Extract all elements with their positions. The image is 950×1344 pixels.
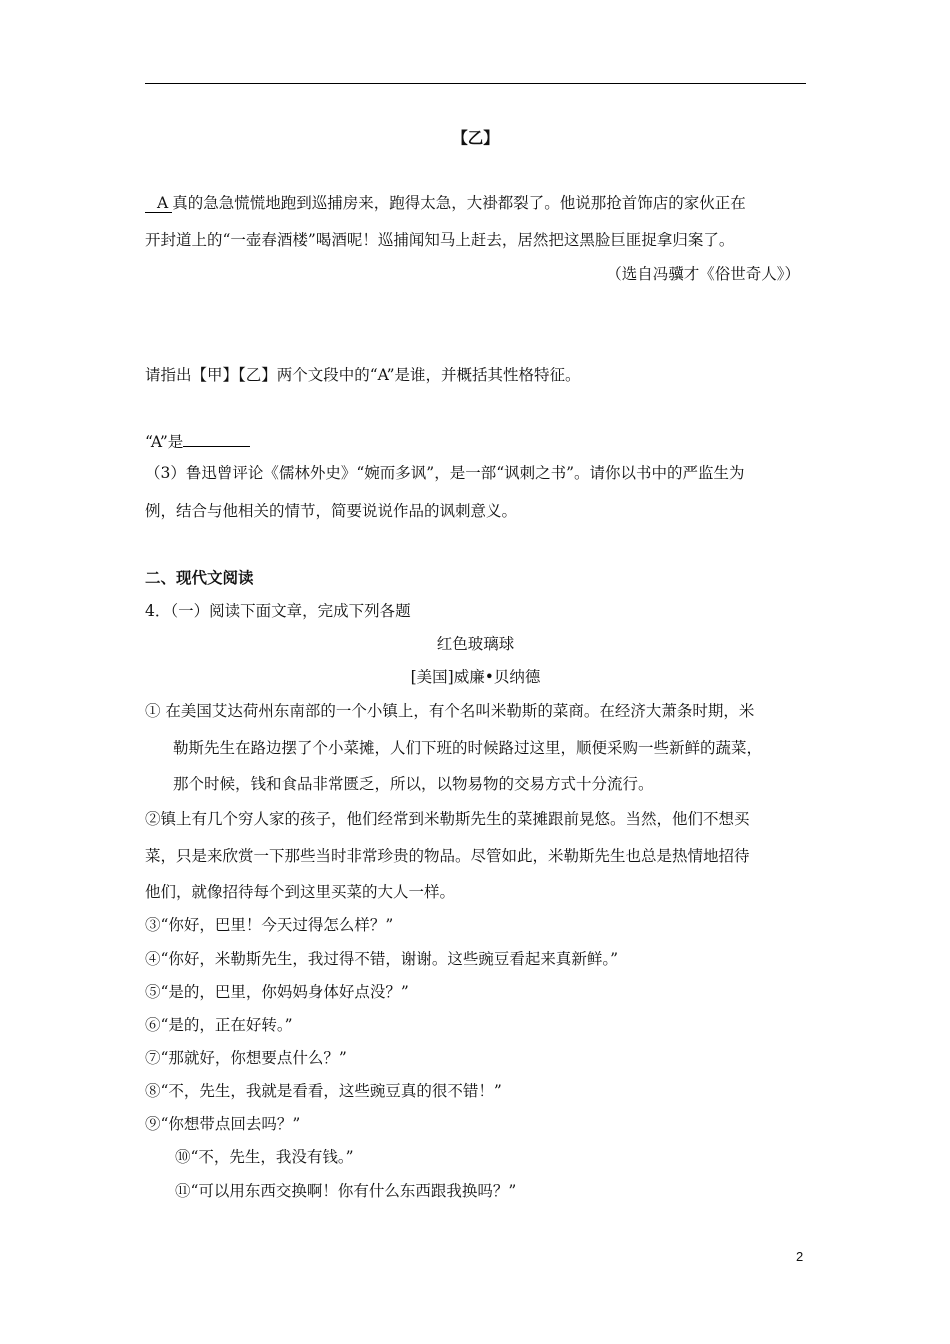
- paragraph-line: ⑥“是的，正在好转。”: [145, 1016, 293, 1034]
- header-rule: [145, 83, 806, 84]
- paragraph-line: 他们，就像招待每个到这里买菜的大人一样。: [145, 883, 456, 901]
- paragraph-line: 菜，只是来欣赏一下那些当时非常珍贵的物品。尽管如此，米勒斯先生也总是热情地招待: [145, 847, 750, 865]
- passage-yi-text-1: 真的急急慌慌地跑到巡捕房来，跑得太急，大褂都裂了。他说那抢首饰店的家伙正在: [172, 194, 746, 212]
- paragraph-line: ⑤“是的，巴里，你妈妈身体好点没？”: [145, 983, 409, 1001]
- paragraph-line: ① 在美国艾达荷州东南部的一个小镇上，有个名叫米勒斯的菜商。在经济大萧条时期，米: [145, 702, 755, 720]
- passage-yi-line-1: [145, 193, 746, 213]
- paragraph-line: ⑩“不，先生，我没有钱。”: [175, 1148, 354, 1166]
- paragraph-line: ⑪“可以用东西交换啊！你有什么东西跟我换吗？”: [175, 1182, 517, 1200]
- paragraph-line: ④“你好，米勒斯先生，我过得不错，谢谢。这些豌豆看起来真新鲜。”: [145, 950, 619, 968]
- page-number: 2: [796, 1249, 804, 1264]
- passage-yi-line-2: 开封道上的“一壶春酒楼”喝酒呢！巡捕闻知马上赶去，居然把这黑脸巨匪捉拿归案了。: [145, 231, 735, 249]
- passage-yi-source: （选自冯骥才《俗世奇人》）: [606, 265, 800, 283]
- answer-prefix: “A”是: [145, 433, 184, 451]
- paragraph-line: ③“你好，巴里！今天过得怎么样？”: [145, 916, 394, 934]
- article-title: 红色玻璃球: [436, 635, 515, 653]
- answer-blank: [183, 431, 250, 447]
- question-prompt: 请指出【甲】【乙】两个文段中的“A”是谁，并概括其性格特征。: [145, 366, 581, 384]
- paragraph-line: 那个时候，钱和食品非常匮乏，所以，以物易物的交易方式十分流行。: [173, 775, 654, 793]
- paragraph-line: ②镇上有几个穷人家的孩子，他们经常到米勒斯先生的菜摊跟前晃悠。当然，他们不想买: [145, 810, 750, 828]
- paragraph-line: 勒斯先生在路边摆了个小菜摊，人们下班的时候路过这里，顺便采购一些新鲜的蔬菜，: [173, 739, 763, 757]
- article-author: [美国]威廉•贝纳德: [410, 668, 541, 686]
- paragraph-line: ⑧“不，先生，我就是看看，这些豌豆真的很不错！”: [145, 1082, 502, 1100]
- section-2-heading: 二、现代文阅读: [145, 568, 254, 587]
- question-3-line-2: 例，结合与他相关的情节，简要说说作品的讽刺意义。: [145, 502, 518, 520]
- question-4-intro: 4．（一）阅读下面文章，完成下列各题: [145, 602, 411, 620]
- answer-line: [145, 431, 250, 452]
- paragraph-line: ⑦“那就好，你想要点什么？”: [145, 1049, 347, 1067]
- paragraph-line: ⑨“你想带点回去吗？”: [145, 1115, 301, 1133]
- blank-a: A: [145, 195, 172, 213]
- question-3-line-1: （3）鲁迅曾评论《儒林外史》“婉而多讽”，是一部“讽刺之书”。请你以书中的严监生为: [145, 464, 745, 482]
- section-yi-heading: 【乙】: [452, 128, 499, 147]
